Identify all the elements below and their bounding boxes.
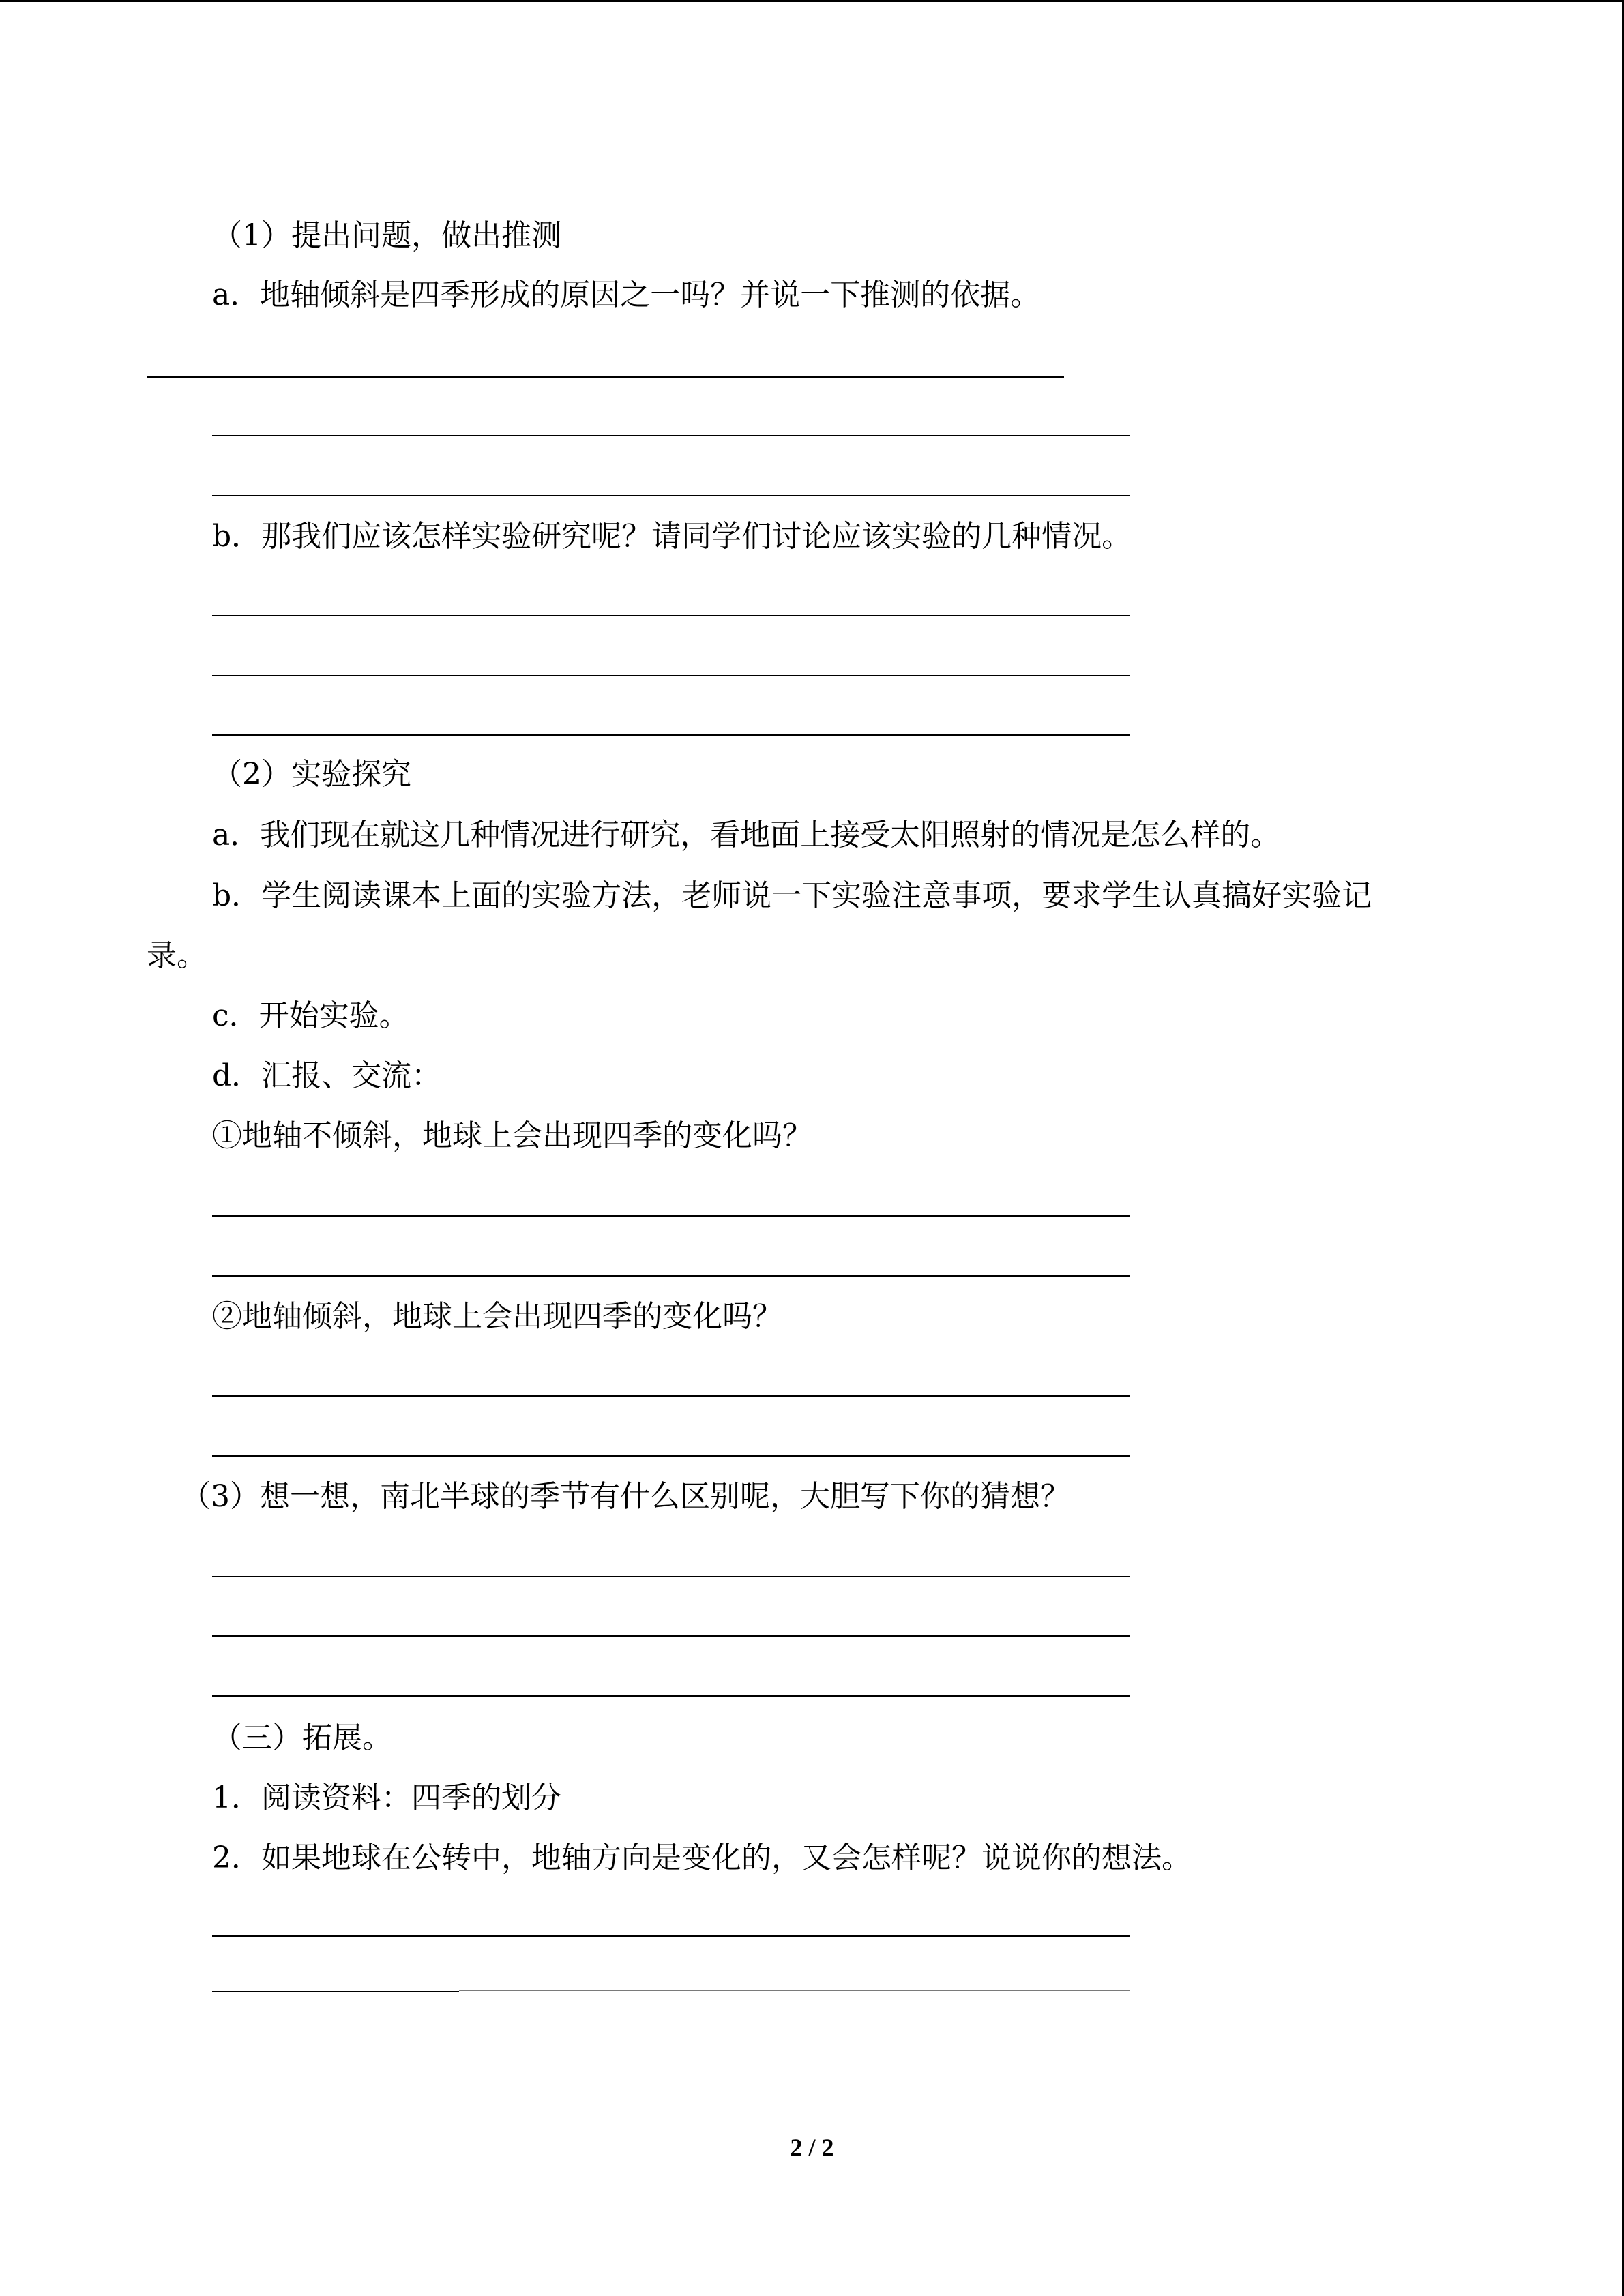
q2-heading: （2）实验探究 <box>212 757 411 792</box>
page-number: 2 / 2 <box>790 2134 834 2161</box>
q2-c-text: c．开始实验。 <box>212 998 409 1033</box>
q2-d1-question: ①地轴不倾斜，地球上会出现四季的变化吗？ <box>212 1118 812 1153</box>
q2-d-text: d．汇报、交流： <box>212 1058 442 1093</box>
answer-line[interactable] <box>212 1395 1130 1397</box>
page-border-top <box>0 0 1624 2</box>
answer-line[interactable] <box>212 1215 1130 1217</box>
q2-d2-question: ②地轴倾斜，地球上会出现四季的变化吗？ <box>212 1299 782 1334</box>
answer-line[interactable] <box>212 1935 1130 1937</box>
answer-line[interactable] <box>212 1695 1130 1697</box>
q1-a-question: a．地轴倾斜是四季形成的原因之一吗？并说一下推测的依据。 <box>212 278 1041 312</box>
part3-item-1: 1．阅读资料：四季的划分 <box>212 1780 561 1815</box>
q2-b-text-continued: 录。 <box>147 938 207 973</box>
part3-item-2: 2．如果地球在公转中，地轴方向是变化的，又会怎样呢？说说你的想法。 <box>212 1840 1192 1875</box>
part3-heading: （三）拓展。 <box>212 1720 392 1755</box>
answer-line[interactable] <box>212 1576 1130 1577</box>
answer-line[interactable] <box>212 1991 459 1992</box>
q1-b-question: b．那我们应该怎样实验研究呢？请同学们讨论应该实验的几种情况。 <box>212 519 1132 554</box>
answer-line[interactable] <box>459 1990 1130 1991</box>
answer-line[interactable] <box>212 1635 1130 1637</box>
answer-line[interactable] <box>212 675 1130 676</box>
q2-a-text: a．我们现在就这几种情况进行研究，看地面上接受太阳照射的情况是怎么样的。 <box>212 818 1281 852</box>
answer-line[interactable] <box>212 1275 1130 1277</box>
answer-line[interactable] <box>212 1455 1130 1457</box>
answer-line[interactable] <box>212 495 1130 496</box>
q1-heading: （1）提出问题，做出推测 <box>212 218 561 253</box>
answer-line[interactable] <box>147 376 1064 378</box>
q3-question: （3）想一想，南北半球的季节有什么区别呢，大胆写下你的猜想？ <box>181 1479 1070 1514</box>
answer-line[interactable] <box>212 734 1130 736</box>
answer-line[interactable] <box>212 615 1130 616</box>
answer-line[interactable] <box>212 435 1130 436</box>
q2-b-text: b．学生阅读课本上面的实验方法，老师说一下实验注意事项，要求学生认真搞好实验记 <box>212 878 1372 913</box>
